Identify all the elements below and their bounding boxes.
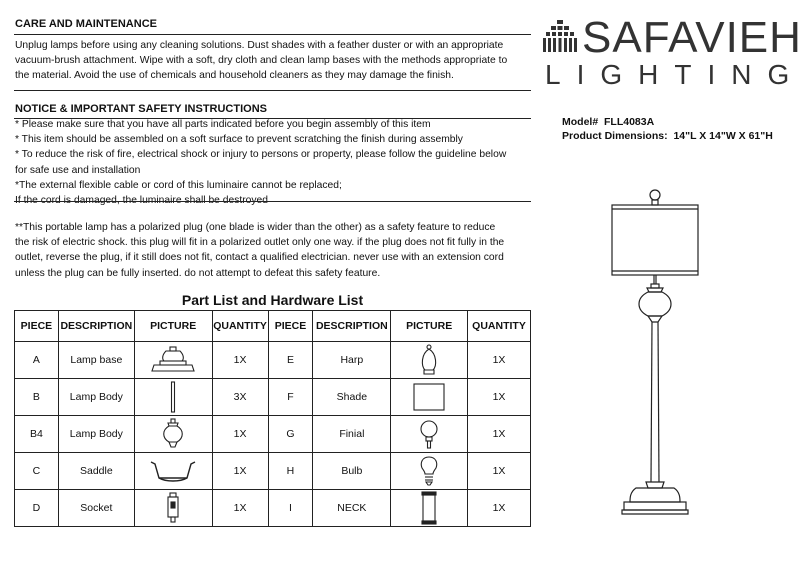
plug-line: unless the plug can be fully inserted. do not attempt to defeat this safety feature. — [15, 267, 381, 279]
bulb-icon — [418, 455, 440, 487]
column-header: DESCRIPTION — [58, 311, 134, 342]
description-cell: Shade — [313, 379, 391, 416]
care-line: the material. Avoid the use of chemicals and household cleaners as they may damage the finish. — [15, 70, 454, 82]
picture-cell — [134, 342, 212, 379]
piece-cell: H — [268, 453, 313, 490]
description-cell: Lamp Body — [58, 416, 134, 453]
parts-table — [14, 310, 531, 527]
product-dimensions — [562, 129, 773, 144]
description-cell: Lamp Body — [58, 379, 134, 416]
piece-cell: A — [15, 342, 59, 379]
model-label: Model# — [562, 116, 599, 128]
care-line: vacuum-brush attachment. Wipe with a soft, dry cloth and clean lamp bases with the methods appropriate to — [15, 55, 508, 67]
column-header: QUANTITY — [212, 311, 268, 342]
care-paragraph — [15, 38, 507, 84]
table-row — [15, 379, 531, 416]
column-header: PICTURE — [391, 311, 468, 342]
picture-cell — [391, 379, 468, 416]
notice-line: for safe use and installation — [15, 164, 141, 176]
table-row — [15, 490, 531, 527]
description-cell: Harp — [313, 342, 391, 379]
dims-label: Product Dimensions: — [562, 130, 668, 142]
brand-sub: LIGHTING — [545, 59, 806, 90]
notice-line: * Please make sure that you have all parts indicated before you begin assembly of this item — [15, 119, 431, 130]
description-cell: NECK — [313, 490, 391, 527]
picture-cell — [391, 453, 468, 490]
quantity-cell: 3X — [212, 379, 268, 416]
picture-cell — [391, 342, 468, 379]
model-value: FLL4083A — [604, 116, 655, 128]
table-row — [15, 342, 531, 379]
divider — [14, 201, 531, 202]
floor-lamp-illustration-icon — [600, 186, 710, 531]
quantity-cell: 1X — [468, 342, 531, 379]
piece-cell: B4 — [15, 416, 59, 453]
piece-cell: F — [268, 379, 313, 416]
description-cell: Socket — [58, 490, 134, 527]
column-header: QUANTITY — [468, 311, 531, 342]
picture-cell — [134, 453, 212, 490]
piece-cell: C — [15, 453, 59, 490]
shade-icon — [412, 382, 446, 412]
quantity-cell: 1X — [468, 379, 531, 416]
table-header-row — [15, 311, 531, 342]
divider — [14, 34, 531, 35]
table-row — [15, 416, 531, 453]
column-header: PIECE — [268, 311, 313, 342]
picture-cell — [134, 490, 212, 527]
dims-value: 14"L X 14"W X 61"H — [673, 130, 773, 142]
care-line: Unplug lamps before using any cleaning solutions. Dust shades with a feather duster or with an appropriate — [15, 40, 504, 51]
column-header: DESCRIPTION — [313, 311, 391, 342]
lamp-body-icon — [161, 418, 185, 450]
column-header: PICTURE — [134, 311, 212, 342]
finial-icon — [418, 418, 440, 450]
plug-line: the risk of electric shock. this plug will fit in a polarized outlet only one way. if the plug does not fit fully in the — [15, 237, 505, 249]
saddle-icon — [148, 458, 198, 484]
quantity-cell: 1X — [212, 453, 268, 490]
column-header: PIECE — [15, 311, 59, 342]
quantity-cell: 1X — [468, 490, 531, 527]
lamp-rod-icon — [168, 381, 178, 413]
description-cell: Finial — [313, 416, 391, 453]
notice-line: If the cord is damaged, the luminaire shall be destroyed — [15, 195, 268, 207]
description-cell: Saddle — [58, 453, 134, 490]
piece-cell: D — [15, 490, 59, 527]
plug-line: outlet, reverse the plug, if it still does not fit, contact a qualified electrician. never use with an extension cord — [15, 252, 504, 264]
picture-cell — [391, 416, 468, 453]
quantity-cell: 1X — [468, 416, 531, 453]
notice-heading: NOTICE & IMPORTANT SAFETY INSTRUCTIONS — [15, 103, 267, 115]
piece-cell: E — [268, 342, 313, 379]
plug-paragraph — [15, 220, 504, 281]
description-cell: Bulb — [313, 453, 391, 490]
notice-paragraph — [15, 117, 506, 208]
brand-name: SAFAVIEH — [582, 13, 802, 62]
parts-title: Part List and Hardware List — [181, 292, 364, 308]
table-row — [15, 453, 531, 490]
model-number — [562, 115, 654, 130]
piece-cell: B — [15, 379, 59, 416]
piece-cell: G — [268, 416, 313, 453]
notice-line: * This item should be assembled on a soft surface to prevent scratching the finish during assembly — [15, 134, 463, 146]
description-cell: Lamp base — [58, 342, 134, 379]
picture-cell — [134, 379, 212, 416]
neck-icon — [419, 491, 439, 525]
harp-icon — [419, 344, 439, 376]
socket-icon — [165, 492, 181, 524]
quantity-cell: 1X — [212, 342, 268, 379]
quantity-cell: 1X — [212, 416, 268, 453]
quantity-cell: 1X — [212, 490, 268, 527]
picture-cell — [391, 490, 468, 527]
picture-cell — [134, 416, 212, 453]
quantity-cell: 1X — [468, 453, 531, 490]
divider — [14, 90, 531, 91]
logo-mark-icon — [541, 18, 579, 56]
notice-line: * To reduce the risk of fire, electrical shock or injury to persons or property, please follow the guideline below — [15, 149, 507, 161]
piece-cell: I — [268, 490, 313, 527]
notice-line: *The external flexible cable or cord of this luminaire cannot be replaced; — [15, 179, 342, 191]
plug-line: **This portable lamp has a polarized plug (one blade is wider than the other) as a safety feature to reduce — [15, 222, 496, 233]
lamp-base-icon — [150, 345, 196, 375]
care-heading: CARE AND MAINTENANCE — [15, 18, 157, 30]
